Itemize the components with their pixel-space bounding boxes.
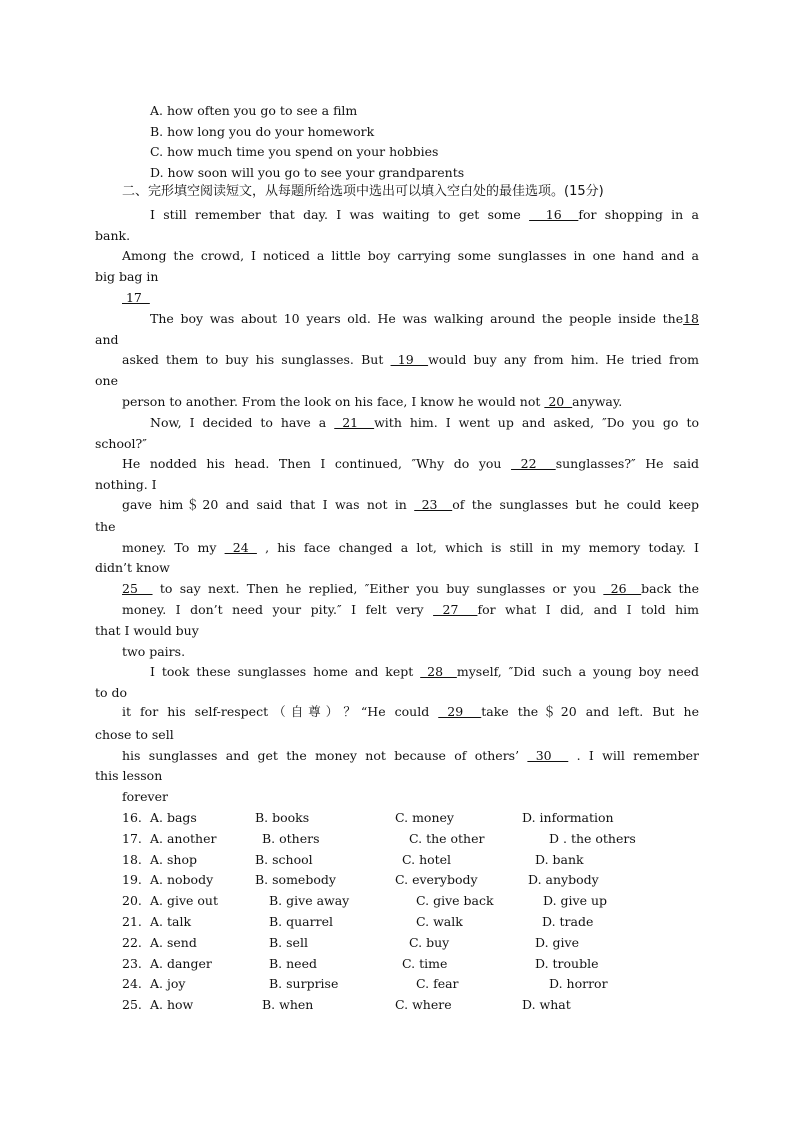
passage-text: sunglasses?″ He said — [555, 456, 700, 471]
option-d: D. trouble — [535, 955, 599, 971]
passage-text: Among the crowd, I noticed a little boy carrying some sunglasses in one hand and a — [122, 248, 699, 263]
answer-blank: 21 — [334, 415, 375, 430]
passage-text: school?″ — [95, 436, 147, 451]
passage-text: anyway. — [572, 394, 623, 409]
passage-text: bank. — [95, 228, 131, 243]
passage-text: and — [95, 332, 119, 347]
passage-line — [122, 497, 699, 513]
passage-text: one — [95, 373, 118, 388]
option-a: A. bags — [150, 810, 197, 825]
option-c: C. the other — [409, 830, 485, 846]
answer-blank: 18 — [683, 311, 699, 326]
passage-line — [122, 581, 699, 597]
section-heading: 二、完形填空阅读短文，从每题所给选项中选出可以填入空白处的最佳选项。(15分) — [122, 184, 604, 199]
answer-blank: 19 — [390, 352, 429, 367]
prev-option-c: C. how much time you spend on your hobbies — [150, 144, 439, 159]
question-number: 17. — [122, 830, 142, 846]
passage-text: for shopping in a — [578, 207, 700, 222]
answer-blank: 22 — [511, 456, 556, 471]
answer-blank: 26 — [603, 581, 642, 596]
passage-text: nothing. I — [95, 477, 157, 492]
passage-line — [122, 789, 168, 805]
passage-line — [122, 540, 699, 556]
option-d: D . the others — [549, 830, 636, 846]
option-c: C. give back — [416, 893, 494, 909]
option-b: B. others — [262, 830, 320, 846]
passage-text: his sunglasses and get the money not because of others’ — [122, 748, 528, 763]
question-number: 25. — [122, 997, 142, 1013]
passage-text: back the — [641, 581, 699, 596]
passage-text: it for his self-respect（自尊）？“He could — [122, 704, 439, 719]
option-b: B. need — [269, 955, 317, 971]
option-a: A. talk — [150, 914, 192, 929]
passage-text: myself, ″Did such a young boy need — [456, 664, 700, 679]
option-b: B. school — [255, 851, 313, 867]
passage-text: forever — [122, 789, 168, 804]
passage-text: I took these sunglasses home and kept — [150, 664, 421, 679]
passage-text: the — [95, 519, 116, 534]
passage-line — [95, 373, 118, 389]
option-b: B. somebody — [255, 872, 336, 888]
option-a: A. joy — [150, 976, 186, 992]
option-d: D. information — [522, 810, 614, 825]
option-a: A. give out — [150, 893, 219, 909]
question-number: 20. — [122, 893, 142, 909]
option-c: C. money — [395, 810, 454, 825]
passage-text: . I will remember — [568, 748, 700, 763]
option-d: D. anybody — [528, 872, 599, 888]
prev-option-d: D. how soon will you go to see your grandparents — [150, 165, 465, 180]
question-number: 21. — [122, 914, 142, 929]
passage-line — [150, 664, 699, 680]
passage-line — [95, 519, 115, 535]
passage-line — [122, 352, 699, 368]
passage-line — [122, 602, 699, 618]
prev-option-a: A. how often you go to see a film — [150, 103, 358, 118]
passage-text: , his face changed a lot, which is still in my memory today. I — [256, 540, 699, 555]
passage-text: gave him＄20 and said that I was not in — [122, 497, 415, 512]
passage-text: chose to sell — [95, 727, 174, 742]
option-d: D. give — [535, 934, 579, 950]
passage-text: didn’t know — [95, 560, 170, 575]
option-b: B. quarrel — [269, 914, 333, 929]
option-a: A. how — [150, 997, 194, 1013]
option-c: C. fear — [416, 976, 459, 992]
option-b: B. give away — [269, 893, 350, 909]
question-number: 18. — [122, 851, 142, 867]
answer-blank: 23 — [414, 497, 453, 512]
passage-line — [95, 269, 158, 285]
option-c: C. time — [402, 955, 448, 971]
question-number: 19. — [122, 872, 142, 888]
option-a: A. send — [150, 934, 197, 950]
passage-line — [122, 456, 699, 472]
option-d: D. what — [522, 997, 571, 1013]
option-c: C. where — [395, 997, 452, 1013]
option-c: C. everybody — [395, 872, 478, 888]
passage-line — [95, 228, 130, 244]
passage-line — [150, 311, 699, 327]
option-d: D. horror — [549, 976, 608, 992]
passage-line — [122, 394, 622, 410]
answer-blank: 28 — [420, 664, 457, 679]
option-c: C. hotel — [402, 851, 452, 867]
answer-blank: 24 — [224, 540, 257, 555]
passage-line — [95, 727, 174, 743]
answer-blank: 20 — [544, 394, 573, 409]
answer-blank: 29 — [438, 704, 482, 719]
passage-text: money. I don’t need your pity.″ I felt very — [122, 602, 434, 617]
option-c: C. buy — [409, 934, 450, 950]
passage-text: to say next. Then he replied, ″Either you buy sunglasses or you — [152, 581, 604, 596]
passage-text: of the sunglasses but he could keep — [452, 497, 700, 512]
passage-line — [95, 623, 199, 639]
answer-blank: 17 — [122, 290, 150, 305]
question-number: 24. — [122, 976, 142, 992]
passage-text: with him. I went up and asked, ″Do you go to — [374, 415, 699, 430]
passage-line — [122, 248, 699, 264]
question-number: 22. — [122, 934, 142, 950]
passage-text: take the＄20 and left. But he — [481, 704, 699, 719]
passage-text: I still remember that day. I was waiting to get some — [150, 207, 530, 222]
passage-line — [95, 477, 157, 493]
option-b: B. when — [262, 997, 314, 1013]
passage-line — [122, 290, 150, 306]
answer-blank: 16 — [529, 207, 579, 222]
option-a: A. nobody — [150, 872, 214, 888]
option-a: A. another — [150, 830, 217, 846]
passage-line — [150, 415, 699, 431]
passage-text: two pairs. — [122, 644, 186, 659]
passage-line — [122, 704, 699, 720]
passage-line — [122, 748, 699, 764]
passage-line — [150, 207, 699, 223]
option-d: D. trade — [542, 914, 594, 929]
prev-option-b: B. how long you do your homework — [150, 124, 375, 139]
option-a: A. danger — [150, 955, 212, 971]
question-number: 23. — [122, 955, 142, 971]
option-b: B. sell — [269, 934, 308, 950]
passage-text: that I would buy — [95, 623, 199, 638]
passage-text: He nodded his head. Then I continued, ″Why do you — [122, 456, 512, 471]
passage-text: would buy any from him. He tried from — [428, 352, 699, 367]
passage-line — [95, 560, 170, 576]
passage-line — [95, 436, 147, 452]
option-b: B. books — [255, 810, 310, 825]
option-c: C. walk — [416, 914, 463, 929]
passage-line — [95, 685, 127, 701]
passage-line — [122, 644, 185, 660]
passage-text: big bag in — [95, 269, 159, 284]
option-a: A. shop — [150, 851, 197, 867]
passage-text: Now, I decided to have a — [150, 415, 335, 430]
option-d: D. give up — [543, 893, 608, 909]
passage-text: person to another. From the look on his face, I know he would not — [122, 394, 545, 409]
option-b: B. surprise — [269, 976, 339, 992]
passage-text: to do — [95, 685, 128, 700]
passage-text: The boy was about 10 years old. He was walking around the people inside the — [150, 311, 684, 326]
option-d: D. bank — [535, 851, 584, 867]
answer-blank: 25 — [122, 581, 153, 596]
answer-blank: 27 — [433, 602, 478, 617]
answer-blank: 30 — [527, 748, 569, 763]
passage-text: for what I did, and I told him — [477, 602, 699, 617]
question-number: 16. — [122, 810, 142, 825]
passage-line — [95, 332, 119, 348]
passage-text: money. To my — [122, 540, 225, 555]
passage-line — [95, 768, 162, 784]
passage-text: this lesson — [95, 768, 163, 783]
passage-text: asked them to buy his sunglasses. But — [122, 352, 391, 367]
